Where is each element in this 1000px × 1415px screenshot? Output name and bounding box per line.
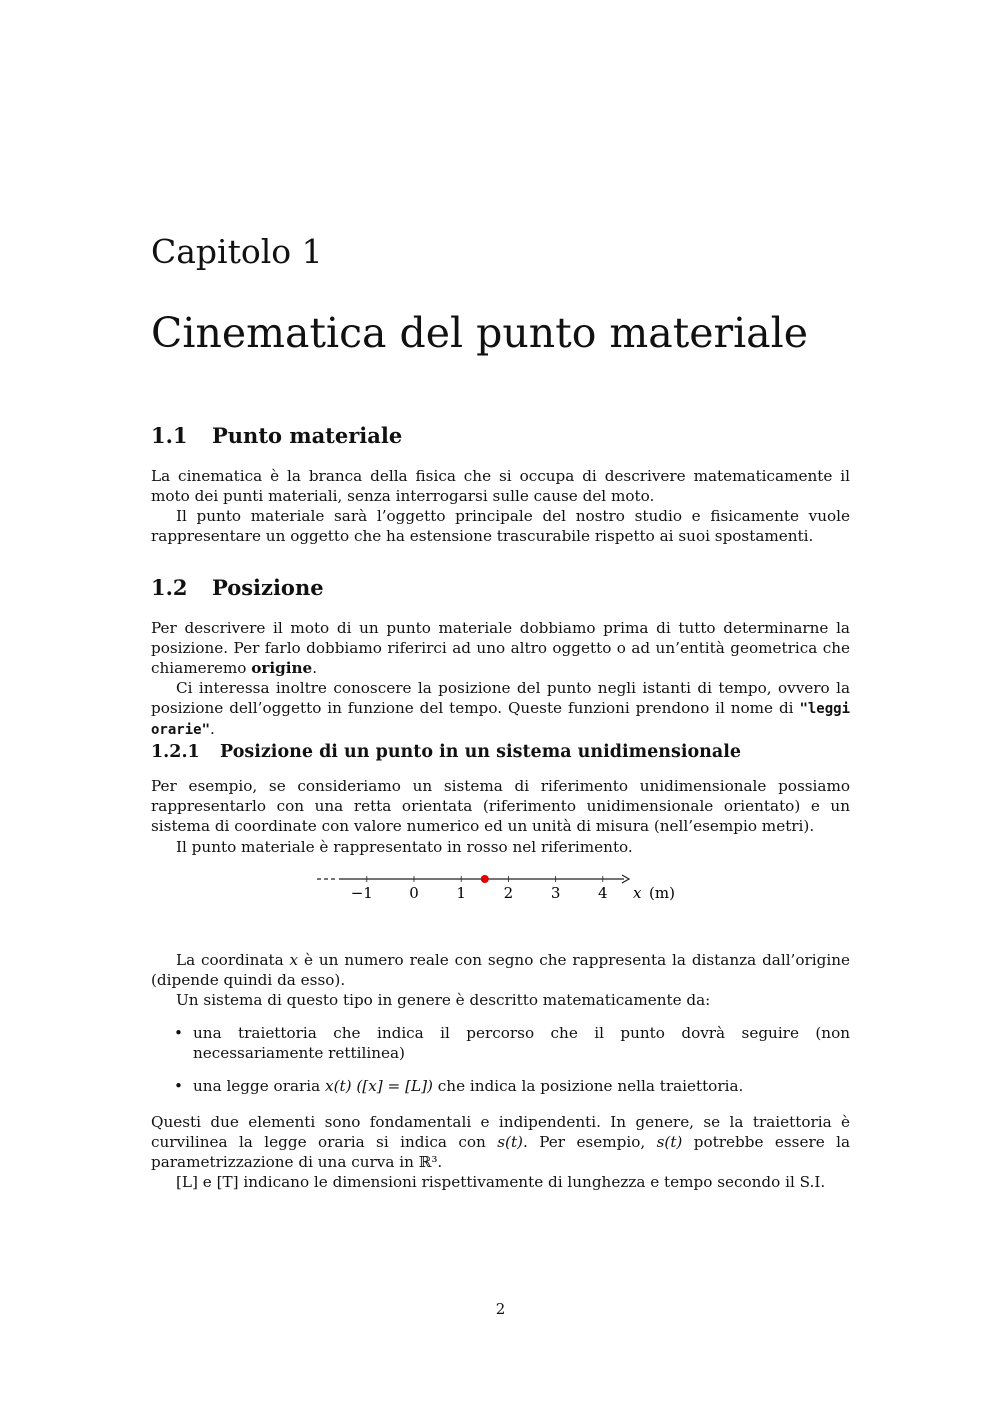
- axis-tick-label: −1: [350, 884, 373, 902]
- chapter-label: Capitolo 1: [151, 232, 323, 271]
- paragraph: [L] e [T] indicano le dimensioni rispettivamente di lunghezza e tempo secondo il S.I.: [176, 1173, 826, 1191]
- list-item: [151, 1076, 850, 1096]
- section-heading-1-2: [151, 575, 324, 600]
- math-s-t: s(t): [497, 1133, 523, 1151]
- text: che indica la posizione nella traiettoria.: [437, 1077, 744, 1095]
- text: . Per esempio,: [522, 1133, 646, 1151]
- paragraph: [151, 1112, 850, 1172]
- page-number: 2: [495, 1300, 506, 1318]
- text: .: [312, 659, 318, 677]
- text: Ci interessa inoltre conoscere la posizione del punto negli istanti di tempo, ovvero la posizione dell’oggetto in funzione del tempo. Queste funzioni prendono il nome di: [151, 679, 850, 717]
- subsection-number: 1.2.1: [151, 742, 200, 762]
- section-title: Posizione: [212, 575, 324, 600]
- text: è un numero reale con segno che rappresenta la distanza dall’origine (dipende quindi da esso).: [151, 951, 850, 989]
- section-title: Punto materiale: [212, 423, 403, 448]
- axis-ticks: [351, 876, 608, 902]
- paragraph: [151, 950, 850, 990]
- text: Per descrivere il moto di un punto materiale dobbiamo prima di tutto determinarne la posizione. Per farlo dobbiamo riferirci ad uno altro oggetto o ad un’entità geometrica che chiameremo: [151, 619, 850, 677]
- subsection-title: Posizione di un punto in un sistema unidimensionale: [220, 742, 742, 762]
- text: una legge oraria: [193, 1077, 321, 1095]
- paragraph: Per esempio, se consideriamo un sistema di riferimento unidimensionale possiamo rappresentarlo con una retta orientata (riferimento unidimensionale orientato) e un sistema di coordinate con valore numerico ed un unità di misura (nell’esempio metri).: [151, 777, 850, 835]
- paragraph: [151, 618, 850, 678]
- number-line: [310, 868, 700, 908]
- paragraph: Il punto materiale è rappresentato in rosso nel riferimento.: [176, 838, 633, 856]
- text: una traiettoria che indica il percorso che il punto dovrà seguire (non necessariamente rettilinea): [193, 1024, 850, 1062]
- text: .: [210, 720, 215, 738]
- bullet-icon: •: [174, 1077, 183, 1095]
- axis-tick-label: 3: [550, 884, 561, 902]
- paragraph: Il punto materiale sarà l’oggetto principale del nostro studio e fisicamente vuole rappresentare un oggetto che ha estensione trascurabile rispetto ai suoi spostamenti.: [151, 507, 850, 545]
- axis-tick-label: 0: [409, 884, 419, 902]
- text: .: [437, 1153, 443, 1171]
- bullet-icon: •: [174, 1024, 183, 1042]
- text: potrebbe essere la parametrizzazione di una curva in: [151, 1133, 851, 1171]
- math-x: x: [289, 951, 299, 969]
- axis-tick-label: 1: [456, 884, 466, 902]
- paragraph: La cinematica è la branca della fisica che si occupa di descrivere matematicamente il moto dei punti materiali, senza interrogarsi sulle cause del moto.: [151, 467, 850, 505]
- axis-tick-label: 2: [503, 884, 514, 902]
- paragraph: Un sistema di questo tipo in genere è descritto matematicamente da:: [176, 991, 711, 1009]
- text: La coordinata: [176, 951, 284, 969]
- axis-figure: [310, 868, 700, 908]
- term-origine: origine: [251, 659, 313, 677]
- math-r3: ℝ³: [418, 1153, 438, 1171]
- axis-unit-label: (m): [649, 884, 675, 902]
- chapter-title: Cinematica del punto materiale: [151, 309, 809, 357]
- bullet-list: [151, 1023, 850, 1109]
- section-heading-1-1: [151, 423, 402, 448]
- paragraph: [151, 678, 850, 740]
- axis-variable-label: x: [633, 884, 642, 902]
- text: Questi due elementi sono fondamentali e indipendenti. In genere, se la traiettoria è curvilinea la legge oraria si indica con: [151, 1113, 850, 1151]
- math-legge-oraria: x(t) ([x] = [L]): [325, 1077, 433, 1095]
- section-number: 1.2: [151, 575, 188, 600]
- term-leggi-orarie: "leggi orarie": [151, 701, 851, 738]
- subsection-heading: [151, 742, 741, 762]
- list-item: [151, 1023, 850, 1063]
- math-s-t: s(t): [656, 1133, 683, 1151]
- material-point: [481, 875, 489, 883]
- axis-tick-label: 4: [598, 884, 608, 902]
- section-number: 1.1: [151, 423, 188, 448]
